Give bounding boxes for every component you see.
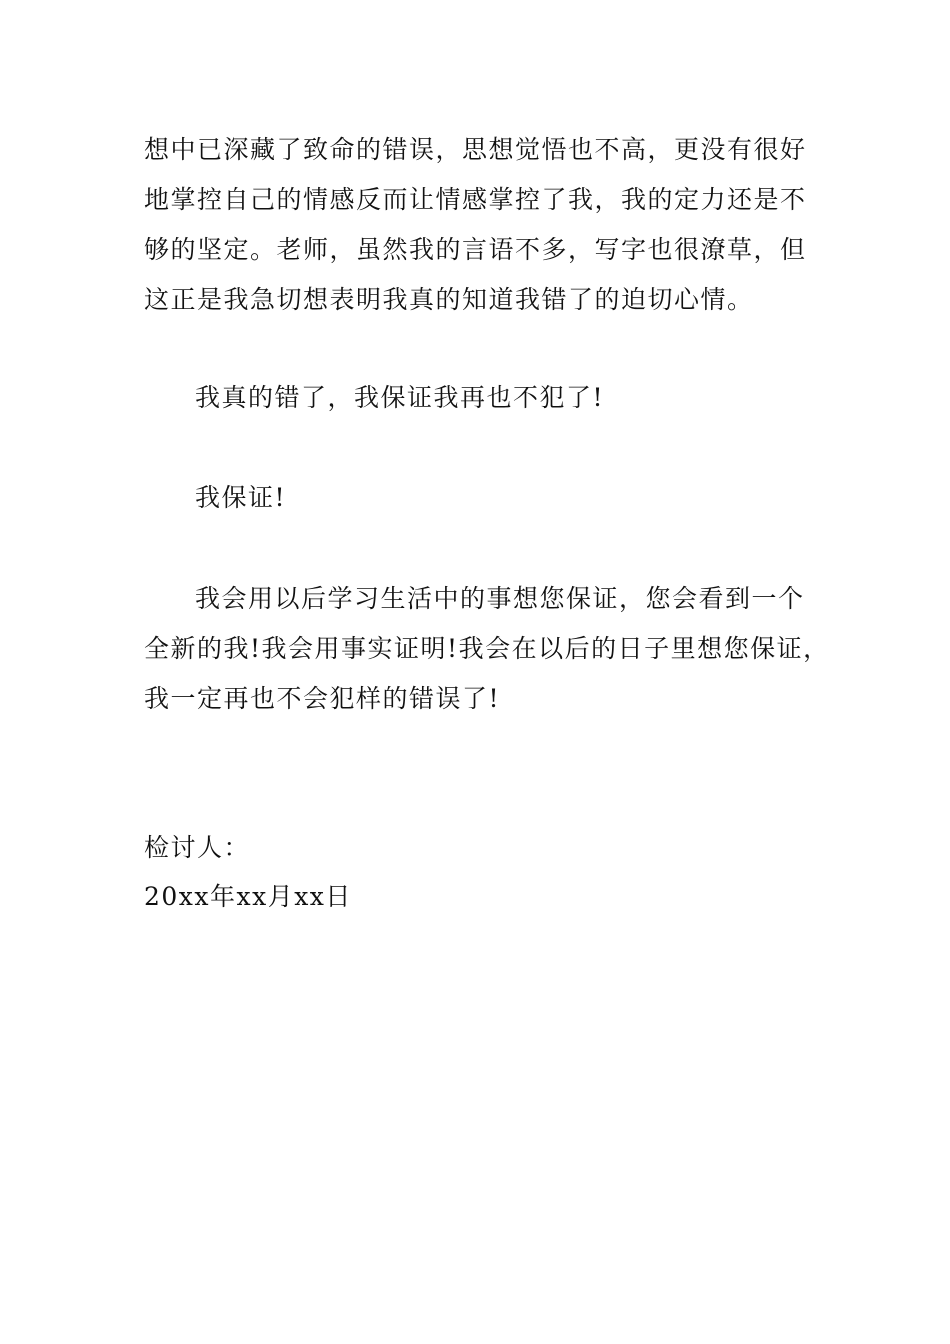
signature-date: 20xx年xx月xx日 [144, 882, 352, 911]
signature-label: 检讨人： [144, 833, 251, 862]
paragraph-4-line-3: 我一定再也不会犯样的错误了! [144, 684, 501, 713]
paragraph-3: 我保证! [195, 483, 287, 512]
paragraph-1-line-4: 这正是我急切想表明我真的知道我错了的迫切心情。 [144, 285, 754, 314]
paragraph-1-line-1: 想中已深藏了致命的错误，思想觉悟也不高，更没有很好 [144, 135, 807, 164]
paragraph-2: 我真的错了，我保证我再也不犯了! [195, 383, 605, 412]
paragraph-1-line-2: 地掌控自己的情感反而让情感掌控了我，我的定力还是不 [144, 185, 807, 214]
paragraph-4-line-2: 全新的我!我会用事实证明!我会在以后的日子里想您保证， [144, 634, 830, 663]
paragraph-4-line-1: 我会用以后学习生活中的事想您保证，您会看到一个 [195, 584, 805, 613]
paragraph-1-line-3: 够的坚定。老师，虽然我的言语不多，写字也很潦草，但 [144, 235, 807, 264]
